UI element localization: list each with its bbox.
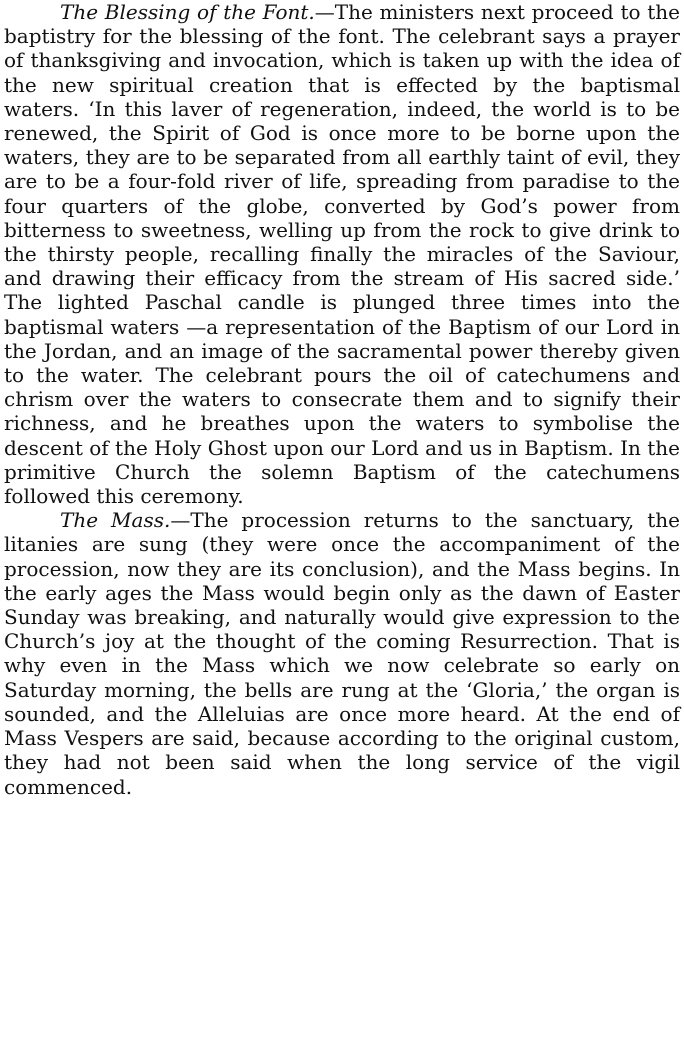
paragraph-blessing-of-the-font [4,0,680,508]
paragraph-heading: The Mass. [60,508,171,533]
paragraph-text: —The procession returns to the sanctuary, the litanies are sung (they were once the accompaniment of the procession, now they are its conclusion), and the Mass begins. In the early ages the Mass would begin only as the dawn of Easter Sunday was breaking, and naturally would give expression to the Church’s joy at the thought of the coming Resurrection. That is why even in the Mass which we now celebrate so early on Saturday morning, the bells are rung at the ‘Gloria,’ the organ is sounded, and the Alleluias are once more heard. At the end of Mass Vespers are said, because according to the original custom, they had not been said when the long service of the vigil commenced. [4,508,681,799]
paragraph-the-mass [4,508,680,798]
paragraph-text: —The ministers next proceed to the baptistry for the blessing of the font. The celebrant says a prayer of thanksgiving and invocation, which is taken up with the idea of the new spiritual creation that is effected by the baptismal waters. ‘In this laver of regeneration, indeed, the world is to be renewed, the Spirit of God is once more to be borne upon the waters, they are to be separated from all earthly taint of evil, they are to be a four-fold river of life, spreading from paradise to the four quarters of the globe, converted by God’s power from bitterness to sweetness, welling up from the rock to give drink to the thirsty people, recalling finally the miracles of the Saviour, and drawing their efficacy from the stream of His sacred side.’ The lighted Paschal candle is plunged three times into the baptismal waters —a representation of the Baptism of our Lord in the Jordan, and an image of the sacramental power thereby given to the water. The celebrant pours the oil of catechumens and chrism over the waters to consecrate them and to signify their richness, and he breathes upon the waters to symbolise the descent of the Holy Ghost upon our Lord and us in Baptism. In the primitive Church the solemn Baptism of the catechumens followed this ceremony. [4,0,680,509]
paragraph-heading: The Blessing of the Font. [60,0,315,24]
